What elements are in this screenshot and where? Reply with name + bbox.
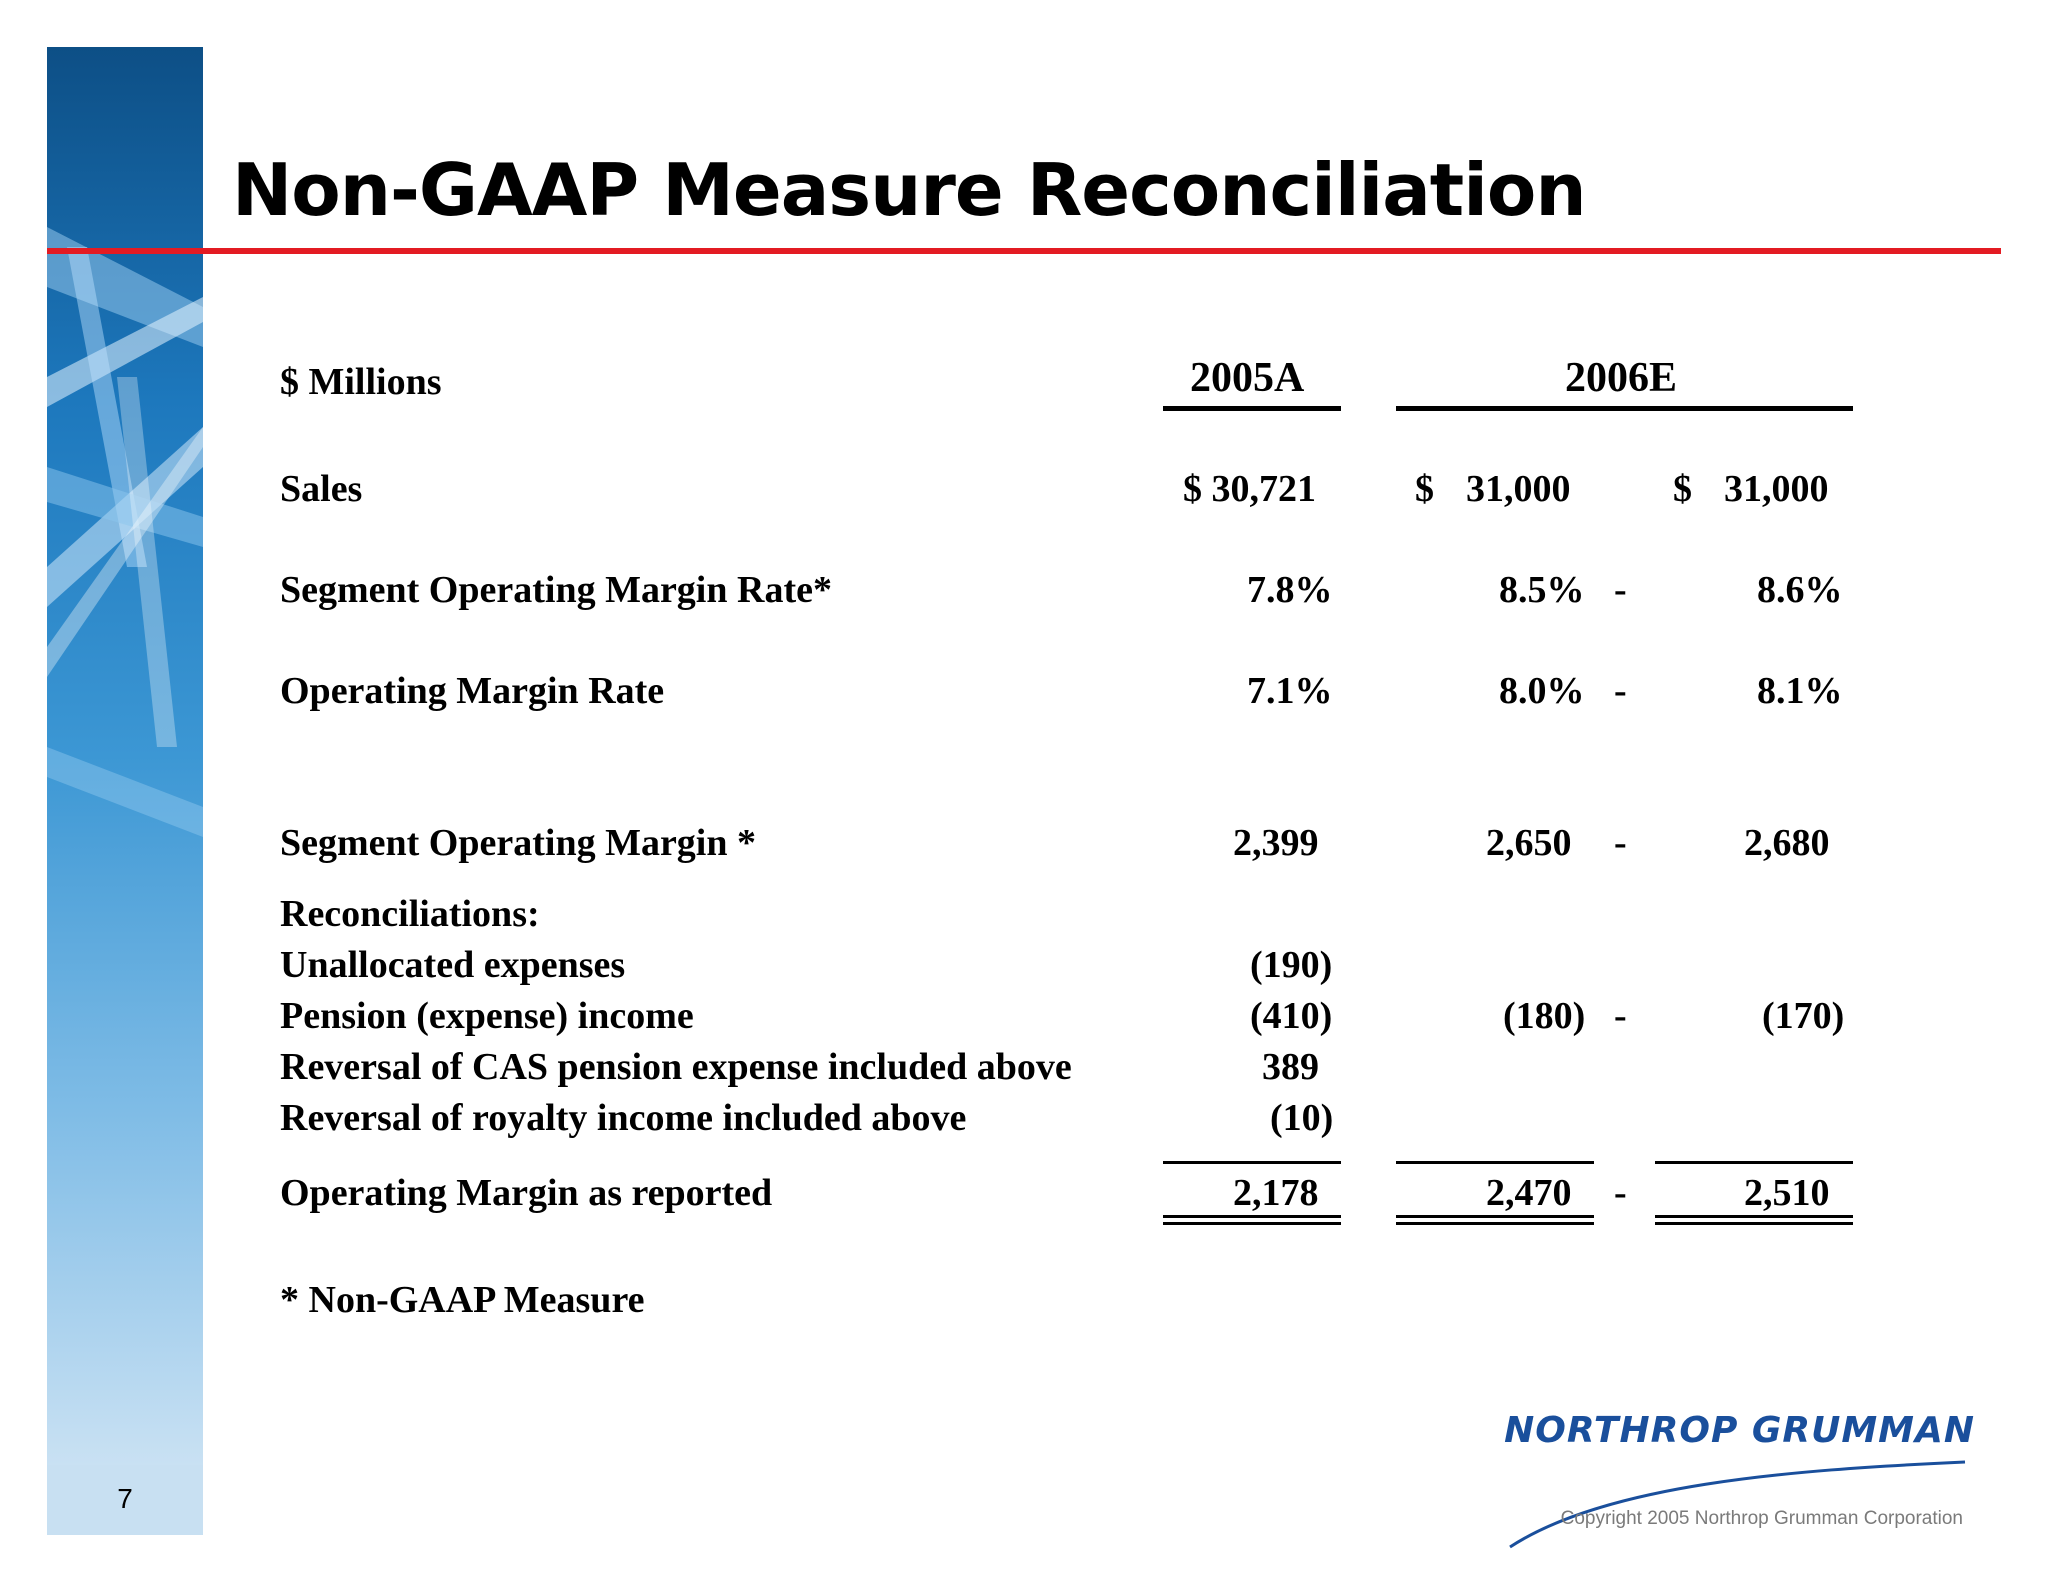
copyright-notice: Copyright 2005 Northrop Grumman Corporation — [1560, 1508, 1963, 1529]
total-double-rule-2006-low-a — [1396, 1215, 1594, 1218]
northrop-grumman-logo — [1455, 1410, 1975, 1560]
row-label-cas-reversal: Reversal of CAS pension expense included above — [280, 1046, 1072, 1088]
sales-2006-low: 31,000 — [1466, 468, 1571, 510]
operating-margin-rate-2005a: 7.1% — [1247, 670, 1333, 712]
cas-reversal-2005a: 389 — [1262, 1046, 1319, 1088]
operating-margin-reported-2006-low: 2,470 — [1486, 1172, 1572, 1214]
row-label-segment-margin-rate: Segment Operating Margin Rate* — [280, 569, 832, 611]
reconciliations-heading: Reconciliations: — [280, 893, 540, 935]
header-rule-2006 — [1396, 406, 1853, 411]
total-top-rule-2006-high — [1655, 1161, 1853, 1164]
segment-operating-margin-2005a: 2,399 — [1233, 822, 1319, 864]
range-dash: - — [1614, 1172, 1627, 1214]
operating-margin-reported-2006-high: 2,510 — [1744, 1172, 1830, 1214]
operating-margin-rate-2006-low: 8.0% — [1499, 670, 1585, 712]
pension-2006-low: (180) — [1503, 995, 1586, 1037]
total-top-rule-2005 — [1163, 1161, 1341, 1164]
segment-operating-margin-2006-high: 2,680 — [1744, 822, 1830, 864]
total-double-rule-2005-b — [1163, 1222, 1341, 1225]
row-label-segment-operating-margin: Segment Operating Margin * — [280, 822, 757, 864]
logo-wordmark: NORTHROP GRUMMAN — [1504, 1410, 1975, 1451]
row-label-unallocated-expenses: Unallocated expenses — [280, 944, 626, 986]
row-label-royalty-reversal: Reversal of royalty income included above — [280, 1097, 967, 1139]
range-dash: - — [1614, 569, 1627, 611]
row-label-pension: Pension (expense) income — [280, 995, 694, 1037]
header-rule-2005 — [1163, 406, 1341, 411]
range-dash: - — [1614, 670, 1627, 712]
range-dash: - — [1614, 822, 1627, 864]
range-dash: - — [1614, 995, 1627, 1037]
column-header-2005a: 2005A — [1190, 355, 1305, 401]
total-double-rule-2006-high-b — [1655, 1222, 1853, 1225]
total-double-rule-2006-low-b — [1396, 1222, 1594, 1225]
row-label-operating-margin-rate: Operating Margin Rate — [280, 670, 665, 712]
light-rays-graphic — [47, 47, 203, 1465]
unallocated-expenses-2005a: (190) — [1250, 944, 1333, 986]
non-gaap-footnote: * Non-GAAP Measure — [280, 1279, 645, 1321]
decorative-side-bar — [47, 47, 203, 1465]
logo-swoosh — [1455, 1450, 1975, 1550]
operating-margin-rate-2006-high: 8.1% — [1757, 670, 1843, 712]
pension-2005a: (410) — [1250, 995, 1333, 1037]
operating-margin-reported-2005a: 2,178 — [1233, 1172, 1319, 1214]
total-double-rule-2005-a — [1163, 1215, 1341, 1218]
row-label-sales: Sales — [280, 468, 363, 510]
royalty-reversal-2005a: (10) — [1270, 1097, 1334, 1139]
units-label: $ Millions — [280, 361, 442, 403]
title-underline — [47, 248, 2001, 254]
column-header-2006e: 2006E — [1565, 355, 1678, 401]
row-label-operating-margin-reported: Operating Margin as reported — [280, 1172, 773, 1214]
total-double-rule-2006-high-a — [1655, 1215, 1853, 1218]
sales-2006-high-sign: $ — [1673, 468, 1692, 510]
pension-2006-high: (170) — [1762, 995, 1845, 1037]
sales-2006-high: 31,000 — [1724, 468, 1829, 510]
page-number: 7 — [117, 1483, 133, 1514]
sales-2006-low-sign: $ — [1415, 468, 1434, 510]
segment-margin-rate-2006-low: 8.5% — [1499, 569, 1585, 611]
segment-operating-margin-2006-low: 2,650 — [1486, 822, 1572, 864]
total-top-rule-2006-low — [1396, 1161, 1594, 1164]
sales-2005a: $ 30,721 — [1183, 468, 1316, 510]
page-number-box — [47, 1465, 203, 1535]
slide-title: Non-GAAP Measure Reconciliation — [232, 148, 1586, 232]
segment-margin-rate-2005a: 7.8% — [1247, 569, 1333, 611]
segment-margin-rate-2006-high: 8.6% — [1757, 569, 1843, 611]
